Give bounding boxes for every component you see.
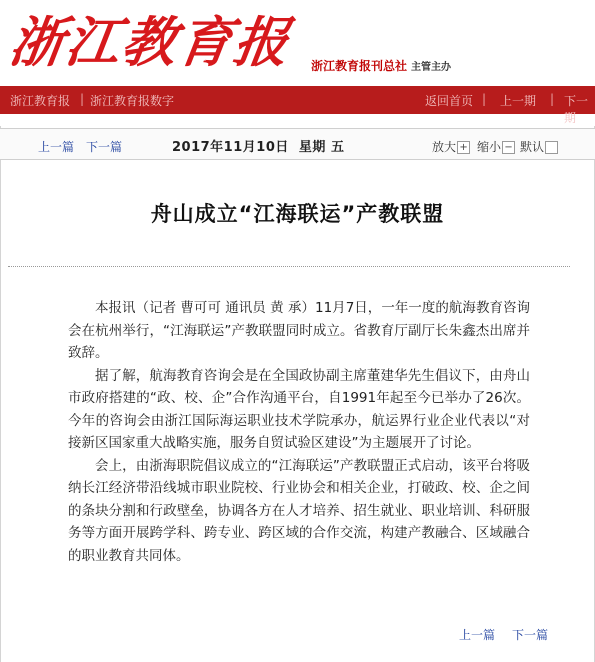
topnav-link-digital[interactable]: 浙江教育报数字 <box>90 94 175 108</box>
publisher-name: 浙江教育报刊总社 <box>311 59 408 73</box>
default-size-label: 默认 <box>520 140 545 154</box>
footer-prev-article-link[interactable]: 上一篇 <box>459 628 496 642</box>
article-title: 舟山成立“江海联运”产教联盟 <box>150 202 445 226</box>
topnav-separator: | <box>482 92 487 106</box>
zoom-in-control[interactable] <box>432 138 470 155</box>
publisher-role: 主管主办 <box>411 62 452 73</box>
zoom-out-label: 缩小 <box>477 140 502 154</box>
title-divider <box>8 266 570 267</box>
article-body <box>68 297 530 567</box>
zoom-in-label: 放大 <box>432 140 457 154</box>
footer-next-article-link[interactable]: 下一篇 <box>512 628 549 642</box>
next-article-link[interactable]: 下一篇 <box>86 140 123 154</box>
article-paragraph: 据了解，航海教育咨询会是在全国政协副主席董建华先生倡议下，由舟山市政府搭建的“政、校、企”合作沟通平台，自1991年起至今已举办了26次。今年的咨询会由浙江国际海运职业技术学院承办，航运界行业企业代表以“对接新区国家重大战略实施，服务自贸试验区建设”为主题展开了讨论。 <box>68 367 530 451</box>
article-paragraph: 会上，由浙海职院倡议成立的“江海联运”产教联盟正式启动，该平台将吸纳长江经济带沿线城市职业院校、行业协会和相关企业，打破政、校、企之间的条块分割和行政壁垒，协调各方在人才培养、招生就业、职业培训、科研服务等方面开展跨学科、跨专业、跨区域的合作交流，构建产教融合、区域融合的职业教育共同体。 <box>68 457 530 564</box>
publisher-label <box>311 57 451 74</box>
topnav-separator: | <box>550 92 555 106</box>
zoom-out-control[interactable] <box>477 138 515 155</box>
article-paragraph: 本报讯（记者 曹可可 通讯员 黄 承）11月7日，一年一度的航海教育咨询会在杭州举行，“江海联运”产教联盟同时成立。省教育厅副厅长朱鑫杰出席并致辞。 <box>68 300 530 361</box>
topnav-link-prev-issue[interactable]: 上一期 <box>500 94 537 108</box>
topnav-link-home[interactable]: 返回首页 <box>425 94 474 108</box>
default-size-control[interactable] <box>520 138 558 155</box>
plus-icon: + <box>457 141 470 154</box>
article-toolbar <box>0 128 595 160</box>
newspaper-logo[interactable]: 浙江教育报 <box>5 10 295 74</box>
topnav-separator: | <box>80 92 85 106</box>
issue-date: 2017年11月10日 星期 五 <box>172 140 345 155</box>
minus-icon: − <box>502 141 515 154</box>
topnav-link-newspaper[interactable]: 浙江教育报 <box>10 94 71 108</box>
topnav-link-next-issue[interactable]: 下一期 <box>564 94 589 125</box>
checkbox-icon <box>545 141 558 154</box>
prev-article-link[interactable]: 上一篇 <box>38 140 75 154</box>
masthead <box>0 0 595 84</box>
top-navigation-bar <box>0 86 595 125</box>
